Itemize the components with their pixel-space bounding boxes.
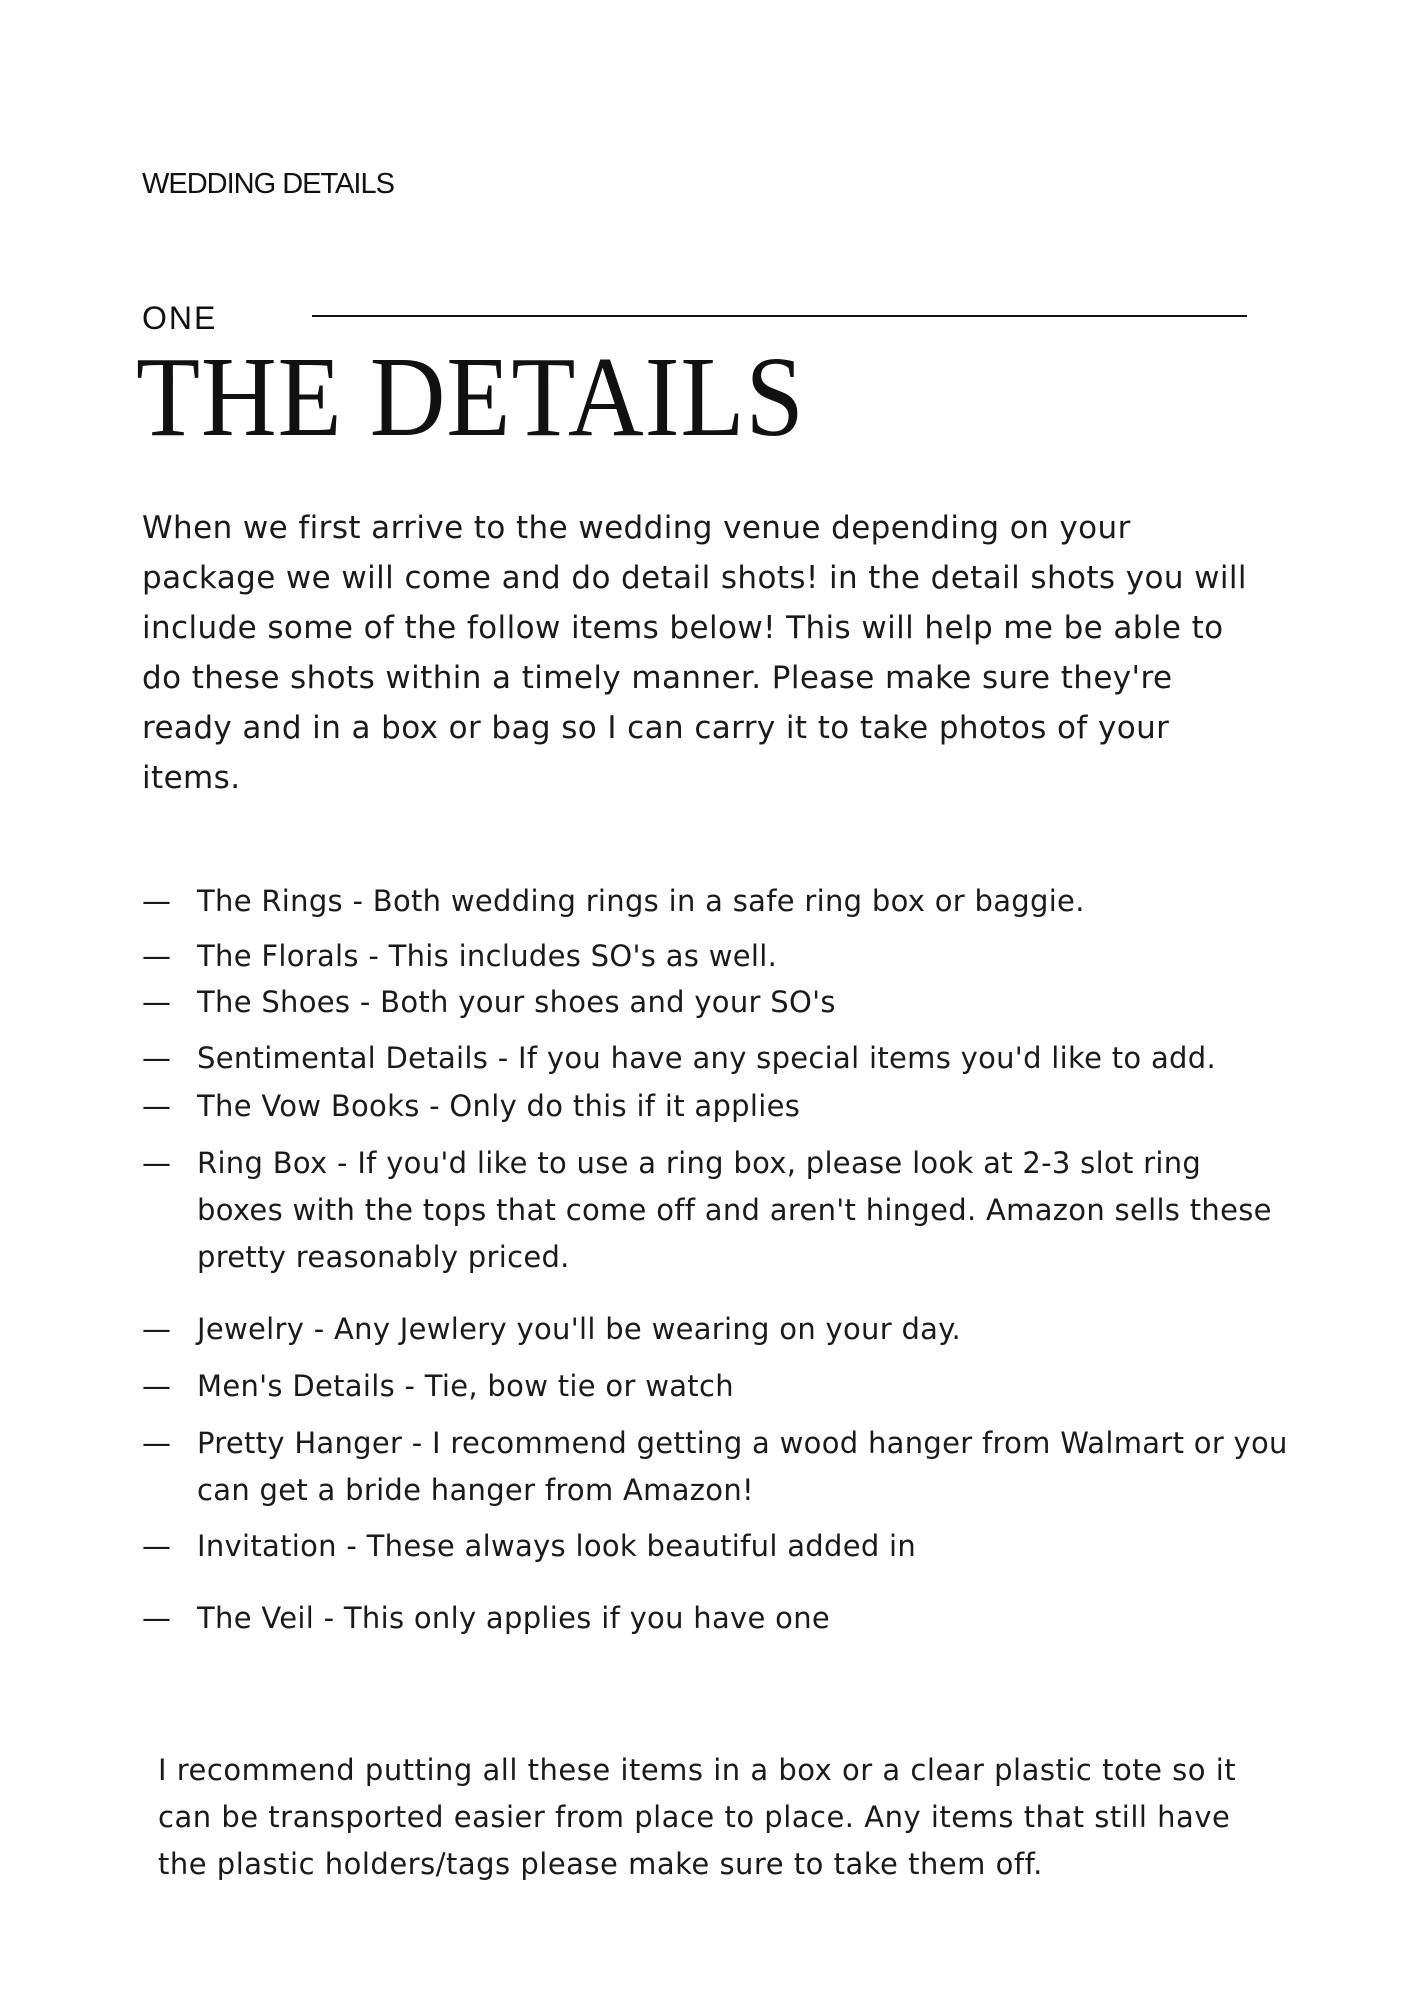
- list-item-text: The Florals - This includes SO's as well.: [197, 939, 778, 973]
- list-item-text: Pretty Hanger - I recommend getting a wood hanger from Walmart or you can get a bride hanger from Amazon!: [197, 1426, 1288, 1507]
- dash-bullet: —: [142, 1529, 172, 1563]
- list-item-text: The Rings - Both wedding rings in a safe ring box or baggie.: [197, 884, 1085, 918]
- list-item-text: The Shoes - Both your shoes and your SO's: [197, 985, 836, 1019]
- list-item-text: The Veil - This only applies if you have one: [197, 1601, 831, 1635]
- dash-bullet: —: [142, 939, 172, 973]
- dash-bullet: —: [142, 985, 172, 1019]
- dash-bullet: —: [142, 1089, 172, 1123]
- section-divider: [312, 315, 1247, 317]
- dash-bullet: —: [142, 1601, 172, 1635]
- section-number: ONE: [142, 300, 218, 336]
- list-item-text: The Vow Books - Only do this if it applies: [197, 1089, 801, 1123]
- list-item: [142, 1595, 1292, 1642]
- dash-bullet: —: [142, 1426, 172, 1460]
- dash-bullet: —: [142, 1041, 172, 1075]
- list-item: [142, 979, 1292, 1026]
- dash-bullet: —: [142, 1369, 172, 1403]
- list-item-text: Men's Details - Tie, bow tie or watch: [197, 1369, 734, 1403]
- dash-bullet: —: [142, 1312, 172, 1346]
- intro-paragraph: When we first arrive to the wedding venue depending on your package we will come and do detail shots! in the detail shots you will include some of the follow items below! This will help me be able to do these shots within a timely manner. Please make sure they're ready and in a box or bag so I can carry it to take photos of your items.: [142, 510, 1247, 796]
- section-title: THE DETAILS: [136, 333, 805, 460]
- list-item: [142, 1363, 1292, 1410]
- list-item: [142, 1140, 1292, 1281]
- list-item: [142, 1035, 1292, 1082]
- closing-paragraph: I recommend putting all these items in a box or a clear plastic tote so it can be transported easier from place to place. Any items that still have the plastic holders/tags please make sure to take them off.: [158, 1753, 1237, 1881]
- list-item: [142, 1523, 1292, 1570]
- list-item-text: Sentimental Details - If you have any special items you'd like to add.: [197, 1041, 1216, 1075]
- list-item: [142, 1420, 1292, 1514]
- dash-bullet: —: [142, 1146, 172, 1180]
- list-item: [142, 1083, 1292, 1130]
- list-item-text: Jewelry - Any Jewlery you'll be wearing on your day.: [197, 1312, 962, 1346]
- list-item: [142, 1306, 1292, 1353]
- list-item-text: Invitation - These always look beautiful added in: [197, 1529, 917, 1563]
- list-item: [142, 933, 1292, 980]
- list-item-text: Ring Box - If you'd like to use a ring box, please look at 2-3 slot ring boxes with the tops that come off and aren't hinged. Amazon sells these pretty reasonably priced.: [197, 1146, 1272, 1274]
- list-item: [142, 878, 1292, 925]
- document-label: WEDDING DETAILS: [142, 168, 394, 200]
- dash-bullet: —: [142, 884, 172, 918]
